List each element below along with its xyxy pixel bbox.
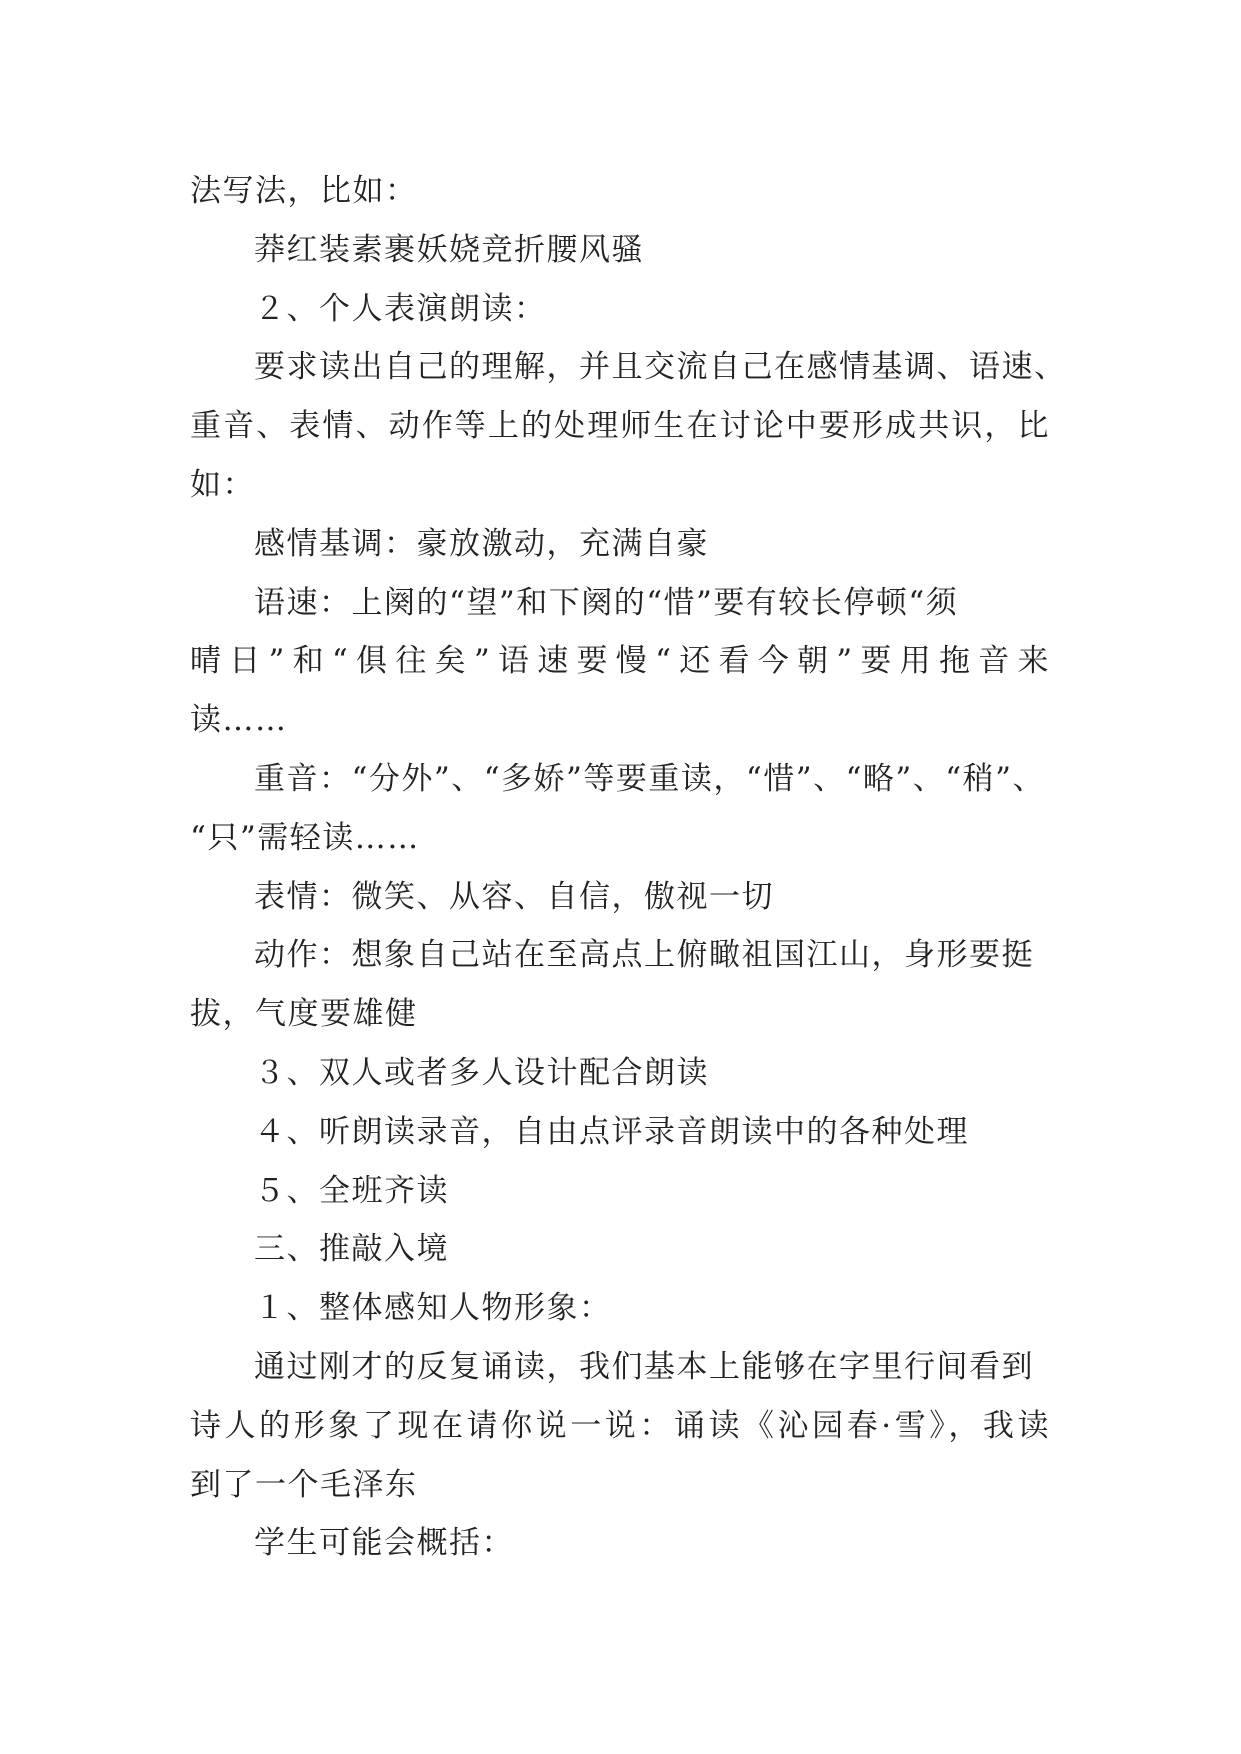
text-line: 到了一个毛泽东 (190, 1466, 418, 1503)
text-line: 学生可能会概括： (254, 1525, 514, 1562)
text-line: 重音、表情、动作等上的处理师生在讨论中要形成共识，比 (190, 408, 1050, 445)
text-line: １、整体感知人物形象： (254, 1290, 612, 1327)
text-line: ２、个人表演朗读： (254, 290, 547, 327)
text-line: 读…… (190, 702, 288, 739)
text-line: ５、全班齐读 (254, 1172, 449, 1209)
text-line: 诗人的形象了现在请你说一说：诵读《沁园春·雪》，我读 (190, 1407, 1050, 1444)
text-line: 要求读出自己的理解，并且交流自己在感情基调、语速、 (254, 349, 1067, 386)
text-line: 拔，气度要雄健 (190, 996, 418, 1033)
text-line: 法写法，比如： (190, 173, 418, 209)
text-line: 晴日”和“俱往矣”语速要慢“还看今朝”要用拖音来 (190, 643, 1050, 680)
document-body (190, 162, 1090, 1573)
text-line: 通过刚才的反复诵读，我们基本上能够在字里行间看到 (254, 1348, 1034, 1385)
text-line: 表情：微笑、从容、自信，傲视一切 (254, 878, 774, 915)
text-line: ４、听朗读录音，自由点评录音朗读中的各种处理 (254, 1113, 969, 1150)
text-line: 语速：上阕的“望”和下阕的“惜”要有较长停顿“须 (254, 584, 959, 621)
text-line: 三、推敲入境 (254, 1231, 449, 1268)
text-line: 动作：想象自己站在至高点上俯瞰祖国江山，身形要挺 (254, 937, 1034, 974)
text-line: 感情基调：豪放激动，充满自豪 (254, 525, 709, 562)
text-line: ３、双人或者多人设计配合朗读 (254, 1054, 709, 1091)
text-line: 莽红装素裹妖娆竞折腰风骚 (254, 231, 644, 268)
text-line: 如： (190, 466, 255, 503)
text-line: 重音：“分外”、“多娇”等要重读，“惜”、“略”、“稍”、 (254, 760, 1045, 797)
text-line: “只”需轻读…… (190, 819, 420, 856)
